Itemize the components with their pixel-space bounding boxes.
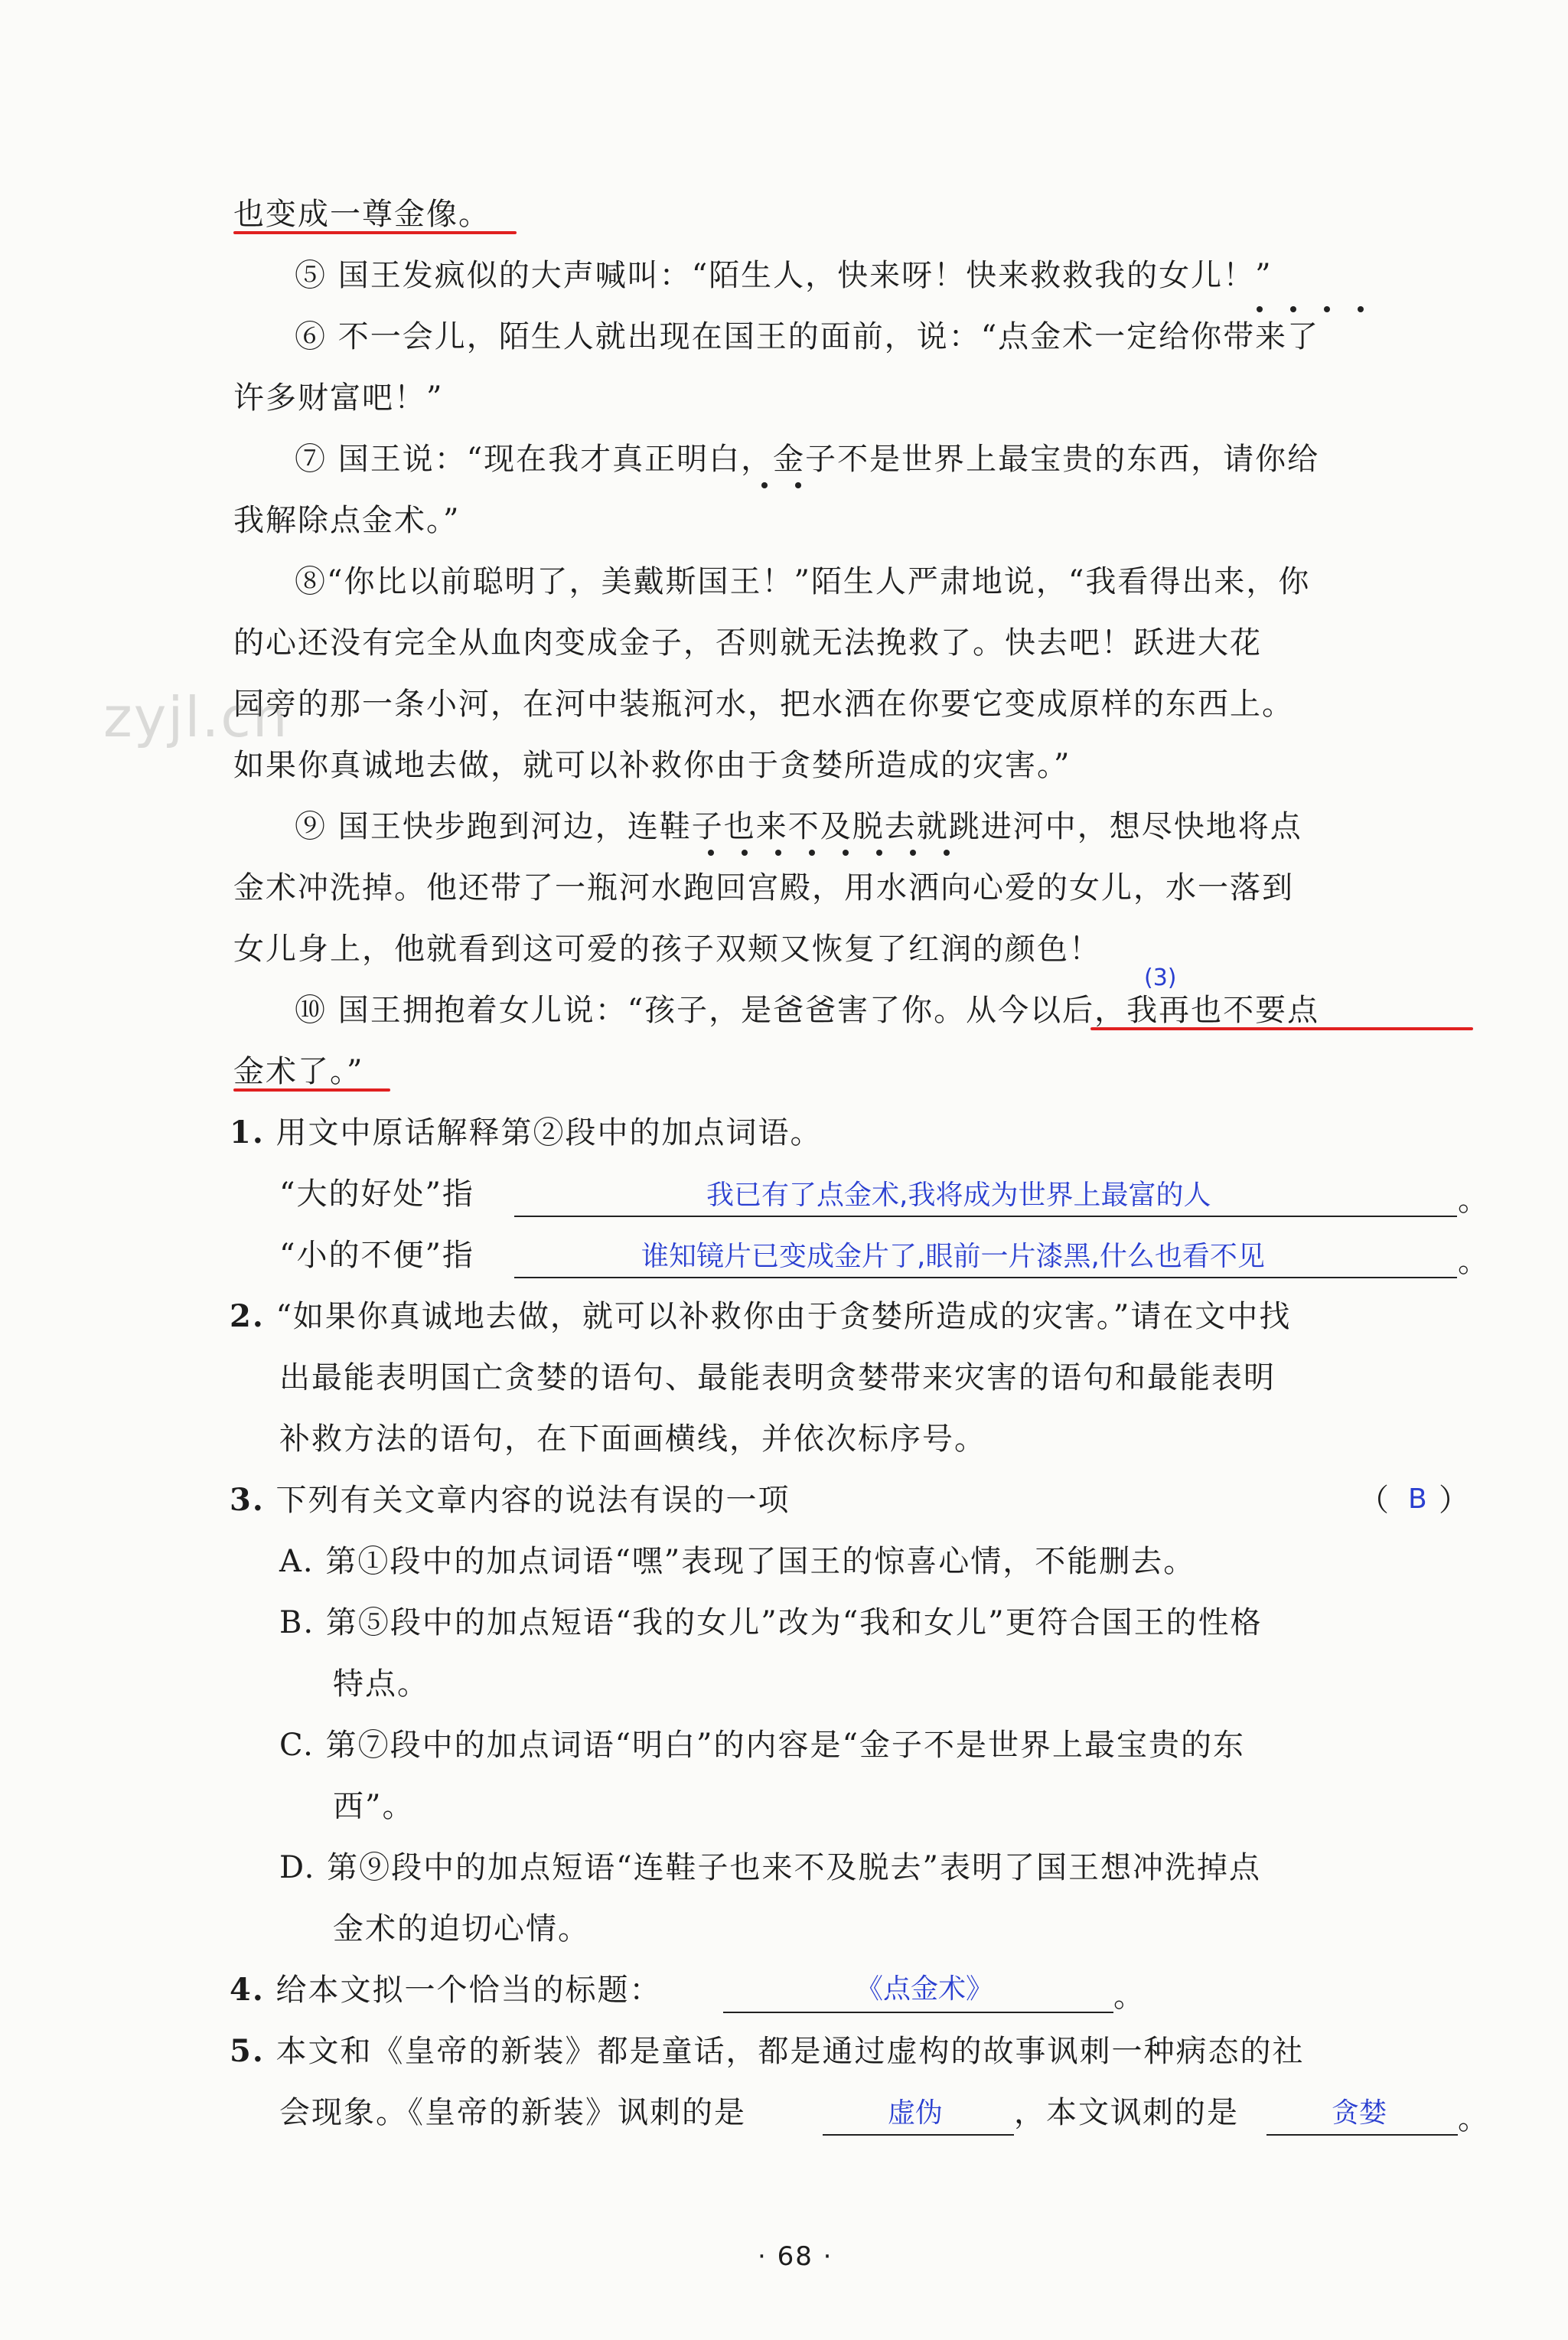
passage-line: 金术冲洗掉。他还带了一瓶河水跑回宫殿，用水洒向心爱的女儿，水一落到 xyxy=(233,870,1294,906)
answer-blank[interactable] xyxy=(823,2134,1014,2136)
period: 。 xyxy=(1458,2101,1490,2136)
answer-blank[interactable] xyxy=(1266,2134,1458,2136)
q3-paren-open: （ xyxy=(1358,1483,1390,1518)
q2-prompt xyxy=(230,1295,1291,1338)
passage-line: ⑨ 国王快步跑到河边，连鞋子也来不及脱去就跳进河中，想尽快地将点 xyxy=(295,809,1302,844)
passage-line: ⑤ 国王发疯似的大声喊叫：“陌生人，快来呀！快来救救我的女儿！” xyxy=(295,258,1273,293)
emphasis-dot xyxy=(1290,306,1296,312)
passage-line: 园旁的那一条小河，在河中装瓶河水，把水洒在你要它变成原样的东西上。 xyxy=(233,687,1294,722)
option-d-cont: 金术的迫切心情。 xyxy=(333,1911,590,1947)
question-text: 给本文拟一个恰当的标题： xyxy=(275,1973,662,2008)
option-d: D. 第⑨段中的加点短语“连鞋子也来不及脱去”表明了国王想冲洗掉点 xyxy=(279,1850,1261,1885)
q1-prompt xyxy=(230,1111,822,1154)
answer-blank[interactable] xyxy=(514,1277,1457,1278)
passage-line: ⑥ 不一会儿，陌生人就出现在国王的面前，说：“点金术一定给你带来了 xyxy=(295,319,1320,354)
q1b-answer: 谁知镜片已变成金片了,眼前一片漆黑,什么也看不见 xyxy=(641,1241,1265,1272)
question-text: 下列有关文章内容的说法有误的一项 xyxy=(275,1483,791,1518)
emphasis-dot xyxy=(944,850,950,856)
period: 。 xyxy=(1458,1183,1490,1218)
emphasis-dot xyxy=(843,850,849,856)
q3-prompt xyxy=(230,1479,790,1522)
answer-blank[interactable] xyxy=(723,2012,1113,2013)
question-number: 2. xyxy=(230,1298,265,1334)
q5-text: ，本文讽刺的是 xyxy=(1014,2095,1239,2130)
passage-line: ⑦ 国王说：“现在我才真正明白，金子不是世界上最宝贵的东西，请你给 xyxy=(295,442,1320,477)
emphasis-dot xyxy=(910,850,916,856)
q3-paren-close: ） xyxy=(1439,1483,1471,1518)
question-number: 4. xyxy=(230,1972,265,2008)
passage-line: 金术了。” xyxy=(233,1054,364,1089)
option-b: B. 第⑤段中的加点短语“我的女儿”改为“我和女儿”更符合国王的性格 xyxy=(279,1605,1263,1640)
q4-prompt xyxy=(230,1969,661,2012)
q5-answer-2: 贪婪 xyxy=(1332,2097,1387,2129)
passage-line: 我解除点金术。” xyxy=(233,503,461,538)
passage-line: ⑧“你比以前聪明了，美戴斯国王！”陌生人严肃地说，“我看得出来，你 xyxy=(295,564,1311,599)
question-text: 用文中原话解释第②段中的加点词语。 xyxy=(275,1115,823,1150)
q1a-label: “大的好处”指 xyxy=(279,1177,474,1212)
q2-text: 补救方法的语句，在下面画横线，并依次标序号。 xyxy=(279,1421,986,1457)
question-text: “如果你真诚地去做，就可以补救你由于贪婪所造成的灾害。”请在文中找 xyxy=(275,1299,1292,1334)
q5-text: 会现象。《皇帝的新装》讽刺的是 xyxy=(279,2095,746,2130)
option-a: A. 第①段中的加点词语“嘿”表现了国王的惊喜心情，不能删去。 xyxy=(279,1544,1196,1579)
q1b-label: “小的不便”指 xyxy=(279,1238,474,1273)
passage-line: ⑩ 国王拥抱着女儿说：“孩子，是爸爸害了你。从今以后，我再也不要点 xyxy=(295,993,1320,1028)
sentence-mark: (3) xyxy=(1144,964,1177,991)
page-number: · 68 · xyxy=(758,2241,833,2272)
period: 。 xyxy=(1458,1244,1490,1279)
period: 。 xyxy=(1113,1979,1146,2014)
q4-answer: 《点金术》 xyxy=(856,1973,994,2005)
emphasis-dot xyxy=(795,482,801,488)
emphasis-dot xyxy=(1257,306,1263,312)
option-c: C. 第⑦段中的加点词语“明白”的内容是“金子不是世界上最宝贵的东 xyxy=(279,1728,1245,1763)
emphasis-dot xyxy=(876,850,882,856)
question-number: 3. xyxy=(230,1482,265,1518)
emphasis-dot xyxy=(708,850,714,856)
q2-text: 出最能表明国亡贪婪的语句、最能表明贪婪带来灾害的语句和最能表明 xyxy=(279,1360,1276,1395)
passage-line: 女儿身上，他就看到这可爱的孩子双颊又恢复了红润的颜色！ xyxy=(233,932,1101,967)
option-c-cont: 西”。 xyxy=(333,1789,415,1824)
watermark: zyjl.cn xyxy=(103,685,289,749)
question-number: 5. xyxy=(230,2033,265,2069)
q5-answer-1: 虚伪 xyxy=(888,2097,944,2129)
red-underline xyxy=(233,1088,390,1092)
red-underline xyxy=(1090,1027,1473,1030)
q1a-answer: 我已有了点金术,我将成为世界上最富的人 xyxy=(706,1180,1211,1211)
emphasis-dot xyxy=(1324,306,1330,312)
emphasis-dot xyxy=(775,850,781,856)
emphasis-dot xyxy=(809,850,815,856)
emphasis-dot xyxy=(761,482,768,488)
q3-answer: B xyxy=(1408,1483,1427,1515)
passage-line: 也变成一尊金像。 xyxy=(233,197,491,232)
question-text: 本文和《皇帝的新装》都是童话，都是通过虚构的故事讽刺一种病态的社 xyxy=(275,2034,1305,2069)
red-underline xyxy=(233,231,517,234)
q5-prompt xyxy=(230,2030,1304,2073)
question-number: 1. xyxy=(230,1115,265,1150)
emphasis-dot xyxy=(742,850,748,856)
option-b-cont: 特点。 xyxy=(333,1666,429,1702)
passage-line: 如果你真诚地去做，就可以补救你由于贪婪所造成的灾害。” xyxy=(233,748,1071,783)
answer-blank[interactable] xyxy=(514,1216,1457,1217)
emphasis-dot xyxy=(1358,306,1364,312)
passage-line: 许多财富吧！” xyxy=(233,380,444,416)
passage-line: 的心还没有完全从血肉变成金子，否则就无法挽救了。快去吧！跃进大花 xyxy=(233,625,1262,661)
